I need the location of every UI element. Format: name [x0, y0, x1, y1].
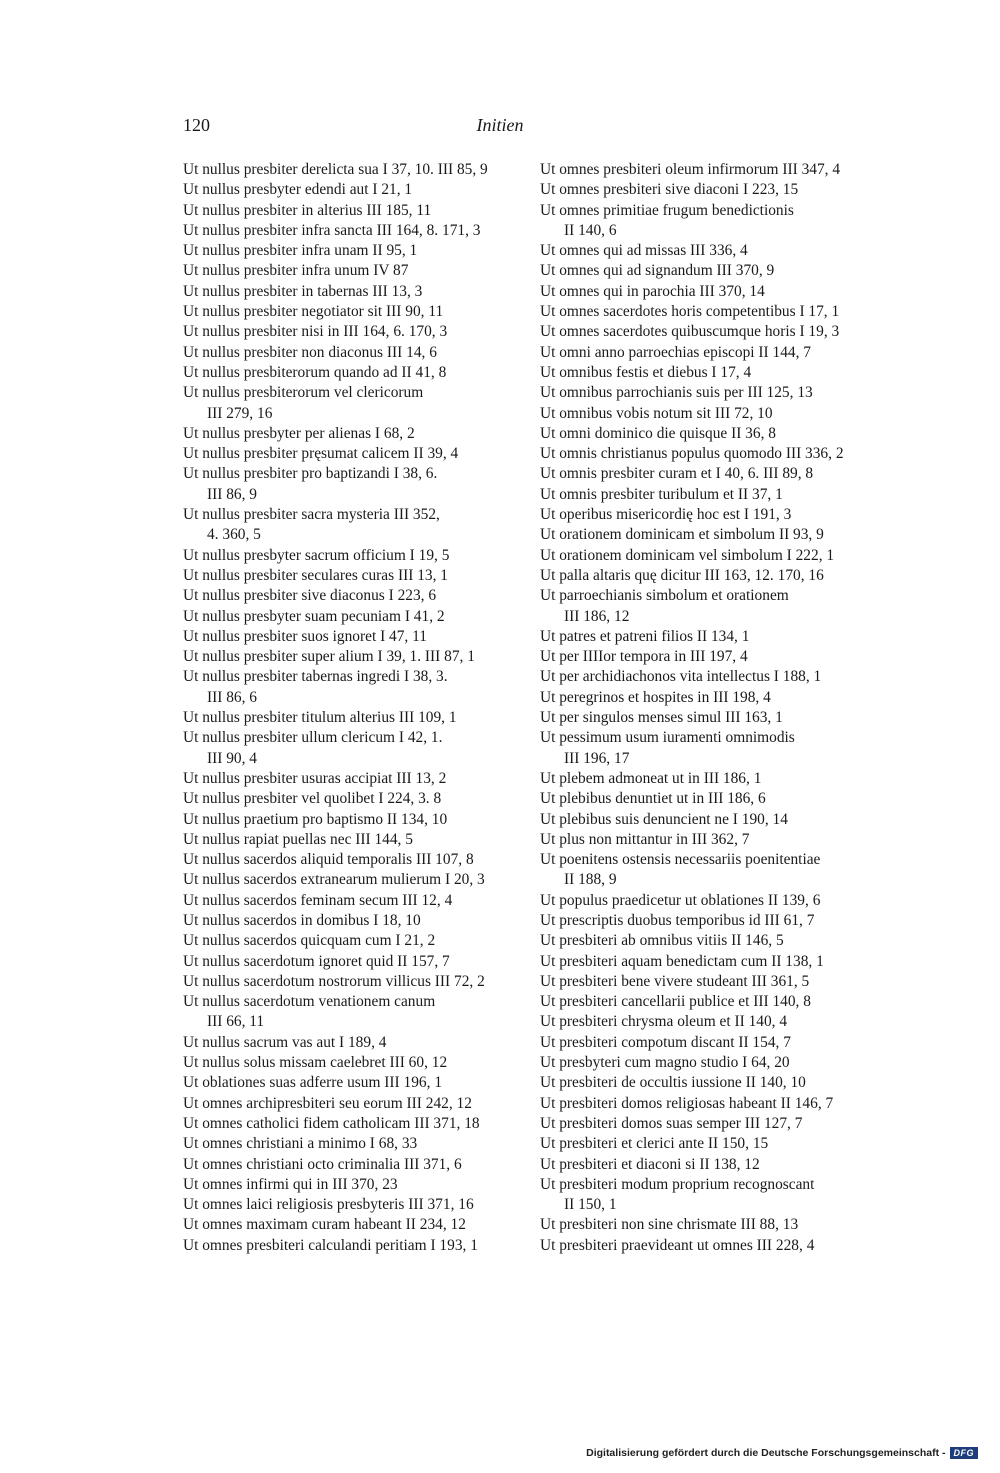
index-entry: Ut omnes presbiteri oleum infirmorum III 347, 4 [540, 161, 841, 178]
index-entry: Ut presbiteri ab omnibus vitiis II 146, 5 [540, 932, 784, 950]
index-entry: Ut presbiteri non sine chrismate III 88, 13 [540, 1216, 799, 1234]
index-entry: Ut nullus presbiter tabernas ingredi I 38, 3. [183, 668, 448, 686]
index-entry: Ut nullus presbiter suos ignoret I 47, 11 [183, 627, 427, 645]
index-entry: Ut nullus presbyter suam pecuniam I 41, 2 [183, 607, 445, 625]
index-entry: Ut presbiteri chrysma oleum et II 140, 4 [540, 1013, 788, 1031]
index-entry: Ut omnes catholici fidem catholicam III 371, 18 [183, 1114, 480, 1132]
index-entry: Ut pessimum usum iuramenti omnimodis [540, 729, 795, 747]
index-entry: Ut nullus presbiter sacra mysteria III 352, [183, 506, 440, 524]
index-entry: Ut omnes qui ad signandum III 370, 9 [540, 262, 775, 280]
index-entry: Ut omnibus vobis notum sit III 72, 10 [540, 404, 773, 422]
index-entry: Ut omnes laici religiosis presbyteris III 371, 16 [183, 1196, 474, 1214]
index-entry: Ut omnis presbiter turibulum et II 37, 1 [540, 485, 783, 503]
index-entry: Ut peregrinos et hospites in III 198, 4 [540, 688, 771, 706]
index-entry: Ut nullus sacerdos in domibus I 18, 10 [183, 911, 421, 929]
index-entry: Ut omnes sacerdotes quibuscumque horis I 19, 3 [540, 323, 840, 341]
index-entry: Ut per singulos menses simul III 163, 1 [540, 709, 783, 727]
index-entry-continuation: 4. 360, 5 [207, 526, 261, 544]
index-entry-continuation: III 186, 12 [564, 607, 630, 625]
page-footer [586, 1447, 978, 1459]
index-entry: Ut prescriptis duobus temporibus id III 61, 7 [540, 911, 815, 929]
index-entry: Ut nullus presbiter non diaconus III 14, 6 [183, 343, 437, 361]
index-entry: Ut omnes maximam curam habeant II 234, 12 [183, 1216, 466, 1234]
index-entry: Ut presbiteri bene vivere studeant III 361, 5 [540, 972, 810, 990]
index-entry: Ut orationem dominicam vel simbolum I 222, 1 [540, 546, 835, 564]
index-entry: Ut nullus sacerdos feminam secum III 12, 4 [183, 891, 453, 909]
index-entry: Ut nullus presbiter vel quolibet I 224, 3. 8 [183, 790, 442, 808]
index-entry: Ut nullus presbiter negotiator sit III 90, 11 [183, 303, 444, 321]
index-entry: Ut nullus presbiter titulum alterius III 109, 1 [183, 709, 457, 727]
index-entry: Ut omnis presbiter curam et I 40, 6. III 89, 8 [540, 465, 814, 483]
index-entry: Ut nullus presbiter usuras accipiat III 13, 2 [183, 769, 447, 787]
index-entry-continuation: III 196, 17 [564, 749, 630, 767]
index-entry: Ut presbiteri et diaconi si II 138, 12 [540, 1155, 760, 1173]
index-entry-continuation: III 86, 9 [207, 485, 258, 503]
index-entry: Ut nullus presbyter edendi aut I 21, 1 [183, 181, 413, 199]
index-entry: Ut nullus presbiter nisi in III 164, 6. 170, 3 [183, 323, 448, 341]
index-entry: Ut patres et patreni filios II 134, 1 [540, 627, 750, 645]
index-column-left [183, 160, 528, 1256]
index-entry: Ut operibus misericordię hoc est I 191, 3 [540, 506, 792, 524]
index-entry: Ut per IIIIor tempora in III 197, 4 [540, 648, 748, 666]
index-entry: Ut plus non mittantur in III 362, 7 [540, 830, 750, 848]
index-entry: Ut omnis christianus populus quomodo III 336, 2 [540, 445, 844, 463]
index-entry: Ut nullus presbiter infra sancta III 164, 8. 171, 3 [183, 221, 481, 239]
index-entry: Ut nullus presbiter super alium I 39, 1. III 87, 1 [183, 648, 475, 666]
index-entry: Ut nullus solus missam caelebret III 60, 12 [183, 1054, 448, 1072]
index-column-right [540, 160, 880, 1256]
index-entry: Ut presbiteri cancellarii publice et III 140, 8 [540, 993, 811, 1011]
index-entry: Ut presbyteri cum magno studio I 64, 20 [540, 1054, 790, 1072]
index-entry: Ut nullus presbiter infra unum IV 87 [183, 262, 409, 280]
index-entry: Ut nullus presbiter in tabernas III 13, 3 [183, 282, 423, 300]
index-entry: Ut poenitens ostensis necessariis poenitentiae [540, 851, 821, 869]
index-entry: Ut plebibus suis denuncient ne I 190, 14 [540, 810, 788, 828]
index-entry: Ut omnes presbiteri sive diaconi I 223, 15 [540, 181, 799, 199]
index-entry: Ut nullus sacerdos quicquam cum I 21, 2 [183, 932, 436, 950]
index-entry: Ut presbiteri aquam benedictam cum II 138, 1 [540, 952, 824, 970]
index-entry: Ut omnes primitiae frugum benedictionis [540, 201, 794, 219]
dfg-logo: DFG [950, 1447, 979, 1459]
index-entry-continuation: III 279, 16 [207, 404, 273, 422]
index-entry: Ut plebibus denuntiet ut in III 186, 6 [540, 790, 766, 808]
index-entry: Ut nullus presbiter pro baptizandi I 38, 6. [183, 465, 438, 483]
index-entry: Ut omnes christiani octo criminalia III 371, 6 [183, 1155, 462, 1173]
index-entry: Ut omnibus parrochianis suis per III 125, 13 [540, 384, 813, 402]
index-entry: Ut omnes christiani a minimo I 68, 33 [183, 1135, 418, 1153]
index-entry: Ut nullus presbiter ullum clericum I 42, 1. [183, 729, 443, 747]
index-entry: Ut omni anno parroechias episcopi II 144, 7 [540, 343, 811, 361]
index-entry-continuation: III 86, 6 [207, 688, 258, 706]
index-entry: Ut presbiteri praevideant ut omnes III 228, 4 [540, 1236, 815, 1254]
index-entry-continuation: III 66, 11 [207, 1013, 265, 1031]
index-entry: Ut plebem admoneat ut in III 186, 1 [540, 769, 762, 787]
index-entry: Ut omnes presbiteri calculandi peritiam I 193, 1 [183, 1236, 478, 1254]
index-entry-continuation: II 140, 6 [564, 221, 617, 239]
index-entry: Ut populus praedicetur ut oblationes II 139, 6 [540, 891, 821, 909]
index-entry: Ut nullus presbiter pręsumat calicem II 39, 4 [183, 445, 459, 463]
index-entry: Ut nullus presbiter infra unam II 95, 1 [183, 242, 418, 260]
index-entry: Ut presbiteri et clerici ante II 150, 15 [540, 1135, 769, 1153]
index-entry: Ut parroechianis simbolum et orationem [540, 587, 789, 605]
running-title: Initien [476, 115, 524, 135]
index-entry: Ut omnes qui ad missas III 336, 4 [540, 242, 748, 260]
page-header [0, 115, 1000, 139]
index-entry: Ut nullus sacrum vas aut I 189, 4 [183, 1033, 387, 1051]
index-entry-continuation: II 150, 1 [564, 1196, 617, 1214]
index-entry: Ut nullus presbiter in alterius III 185, 11 [183, 201, 432, 219]
index-entry: Ut presbiteri domos religiosas habeant II 146, 7 [540, 1094, 834, 1112]
index-entry: Ut nullus presbyter sacrum officium I 19, 5 [183, 546, 450, 564]
index-entry: Ut nullus presbiterorum vel clericorum [183, 384, 424, 402]
index-entry: Ut nullus presbiter derelicta sua I 37, 10. III 85, 9 [183, 161, 488, 178]
index-entry: Ut nullus presbiterorum quando ad II 41, 8 [183, 363, 447, 381]
index-entry: Ut oblationes suas adferre usum III 196, 1 [183, 1074, 443, 1092]
index-entry: Ut nullus sacerdotum venationem canum [183, 993, 436, 1011]
index-entry: Ut nullus presbiter sive diaconus I 223, 6 [183, 587, 437, 605]
index-entry-continuation: III 90, 4 [207, 749, 258, 767]
funding-note: Digitalisierung gefördert durch die Deutsche Forschungsgemeinschaft - [586, 1447, 946, 1459]
index-entry-continuation: II 188, 9 [564, 871, 617, 889]
index-entry: Ut nullus sacerdos extranearum mulierum I 20, 3 [183, 871, 485, 889]
index-entry: Ut presbiteri compotum discant II 154, 7 [540, 1033, 791, 1051]
index-entry: Ut nullus presbyter per alienas I 68, 2 [183, 424, 415, 442]
index-entry: Ut nullus presbiter seculares curas III 13, 1 [183, 566, 448, 584]
index-entry: Ut palla altaris quę dicitur III 163, 12. 170, 16 [540, 566, 824, 584]
page-number: 120 [183, 115, 210, 135]
index-entry: Ut omni dominico die quisque II 36, 8 [540, 424, 776, 442]
index-entry: Ut presbiteri modum proprium recognoscant [540, 1175, 815, 1193]
index-entry: Ut omnes qui in parochia III 370, 14 [540, 282, 765, 300]
index-entry: Ut presbiteri de occultis iussione II 140, 10 [540, 1074, 806, 1092]
index-entry: Ut omnes sacerdotes horis competentibus I 17, 1 [540, 303, 840, 321]
index-entry: Ut per archidiachonos vita intellectus I 188, 1 [540, 668, 822, 686]
index-entry: Ut omnibus festis et diebus I 17, 4 [540, 363, 752, 381]
index-entry: Ut nullus sacerdotum ignoret quid II 157, 7 [183, 952, 450, 970]
index-entry: Ut omnes infirmi qui in III 370, 23 [183, 1175, 398, 1193]
index-entry: Ut orationem dominicam et simbolum II 93, 9 [540, 526, 824, 544]
index-entry: Ut nullus praetium pro baptismo II 134, 10 [183, 810, 448, 828]
index-entry: Ut nullus sacerdos aliquid temporalis III 107, 8 [183, 851, 474, 869]
index-entry: Ut nullus rapiat puellas nec III 144, 5 [183, 830, 413, 848]
index-entry: Ut presbiteri domos suas semper III 127, 7 [540, 1114, 803, 1132]
index-entry: Ut nullus sacerdotum nostrorum villicus III 72, 2 [183, 972, 485, 990]
index-entry: Ut omnes archipresbiteri seu eorum III 242, 12 [183, 1094, 472, 1112]
